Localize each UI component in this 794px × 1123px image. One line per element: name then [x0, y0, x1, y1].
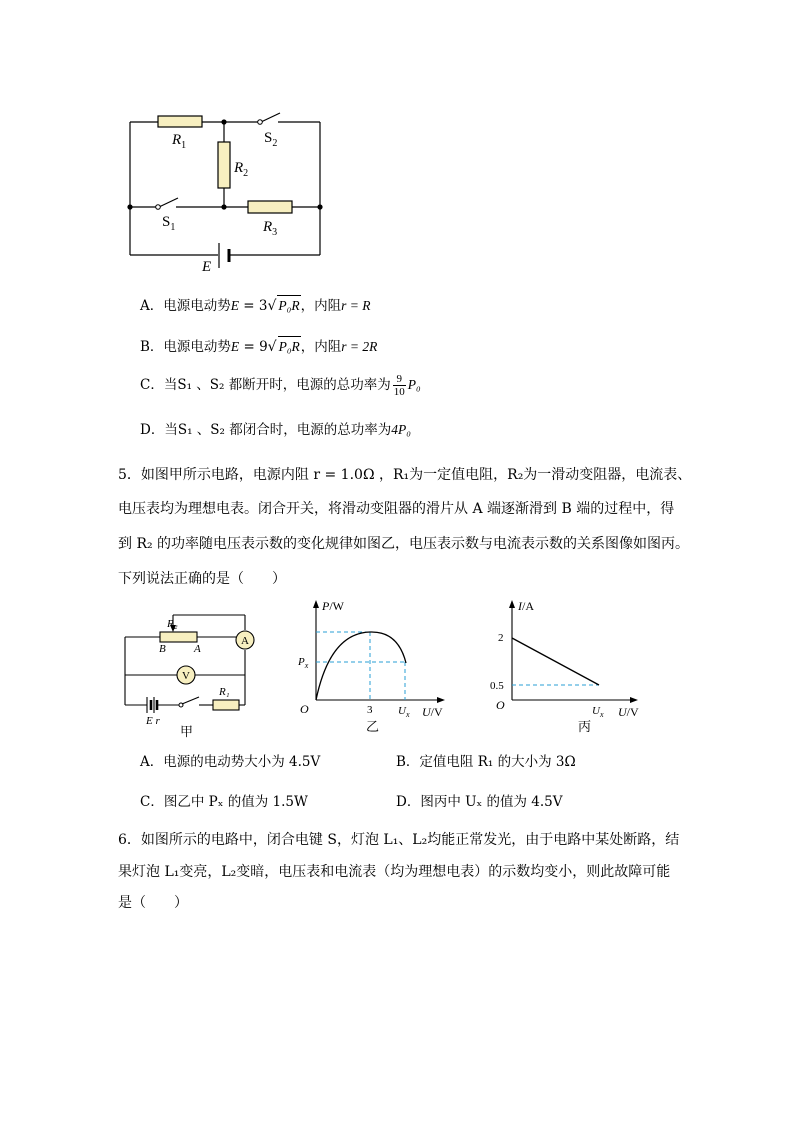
rheostat-r2 — [160, 632, 197, 642]
q4-option-c: C．当S₁ 、S₂ 都断开时，电源的总功率为 $\frac{9}{10}$ P₀ — [140, 373, 421, 398]
svg-text:乙: 乙 — [366, 719, 380, 734]
top-circuit-diagram — [118, 100, 333, 280]
q5-line-4: 下列说法正确的是（ ） — [118, 571, 286, 587]
switch-blade — [182, 697, 199, 704]
q5-option-b: B．定值电阻 R₁ 的大小为 3Ω — [396, 754, 576, 770]
svg-text:Px: $P_x$ — [298, 656, 309, 670]
resistor-r3 — [248, 201, 292, 213]
svg-text:甲: 甲 — [180, 724, 194, 739]
svg-text:R₂: R₂ — [167, 618, 178, 630]
svg-text:U/V: U/V — [618, 705, 639, 719]
svg-text:2: 2 — [498, 632, 504, 644]
figure-bing-graph — [488, 595, 653, 740]
q5-line-3: 到 R₂ 的功率随电压表示数的变化规律如图乙，电压表示数与电流表示数的关系图像如图丙。 — [118, 536, 690, 552]
label-r1: $R_1$ — [172, 132, 187, 151]
svg-text:Ux: $U_x$ — [398, 705, 410, 719]
label-r3: $R_3$ — [263, 219, 278, 238]
svg-text:0.5: 0.5 — [490, 680, 504, 692]
q4-option-b: B．电源电动势E = 9√ P₀R，内阻r = 2R — [140, 336, 377, 357]
svg-text:P/W: P/W — [322, 599, 345, 613]
svg-text:3: 3 — [367, 704, 373, 716]
svg-text:O: O — [300, 702, 309, 716]
resistor-r1-jia — [213, 700, 239, 710]
svg-text:V: V — [182, 670, 190, 682]
label-s2: $S_2$ — [264, 130, 278, 149]
q6-line-1: 6．如图所示的电路中，闭合电键 S，灯泡 L₁、L₂均能正常发光，由于电路中某处断路，结 — [118, 832, 680, 848]
q5-option-d: D．图丙中 Uₓ 的值为 4.5V — [396, 794, 563, 810]
q5-option-c: C．图乙中 Pₓ 的值为 1.5W — [140, 794, 308, 810]
q5-line-2: 电压表均为理想电表。闭合开关，将滑动变阻器的滑片从 A 端逐渐滑到 B 端的过程中，得 — [118, 501, 675, 517]
svg-text:O: O — [496, 698, 505, 712]
svg-text:丙: 丙 — [578, 719, 592, 734]
figure-yi-graph — [290, 595, 455, 740]
svg-text:E r: E r — [146, 715, 160, 727]
svg-text:U/V: U/V — [422, 705, 443, 719]
switch-s2-blade — [261, 113, 280, 122]
resistor-r2 — [218, 142, 230, 188]
label-r2: $R_2$ — [234, 160, 249, 179]
q6-line-3: 是（ ） — [118, 895, 188, 911]
power-curve — [316, 632, 406, 700]
label-s1: $S_1$ — [162, 214, 176, 233]
figure-jia-circuit — [115, 605, 265, 740]
q6-line-2: 果灯泡 L₁变亮，L₂变暗，电压表和电流表（均为理想电表）的示数均变小，则此故障可能 — [118, 864, 671, 880]
svg-text:A: A — [241, 635, 249, 647]
svg-text:B: B — [159, 643, 166, 655]
label-e: E — [202, 259, 212, 275]
svg-text:A: A — [194, 643, 201, 655]
switch-s1-blade — [159, 198, 178, 207]
svg-text:I/A: I/A — [518, 599, 534, 613]
q5-option-a: A．电源的电动势大小为 4.5V — [140, 754, 321, 770]
q5-line-1: 5．如图甲所示电路，电源内阻 r = 1.0Ω ，R₁为一定值电阻，R₂为一滑动变阻器，电流表、 — [118, 467, 692, 483]
q4-option-d: D．当S₁ 、S₂ 都闭合时，电源的总功率为4P₀ — [140, 422, 411, 438]
resistor-r1 — [158, 116, 202, 127]
svg-text:Ux: $U_x$ — [592, 705, 604, 719]
iu-line — [512, 638, 599, 685]
q4-option-a: A．电源电动势E = 3√ P₀R，内阻r = R — [140, 295, 370, 316]
svg-text:R₁: R₁ — [219, 686, 230, 698]
